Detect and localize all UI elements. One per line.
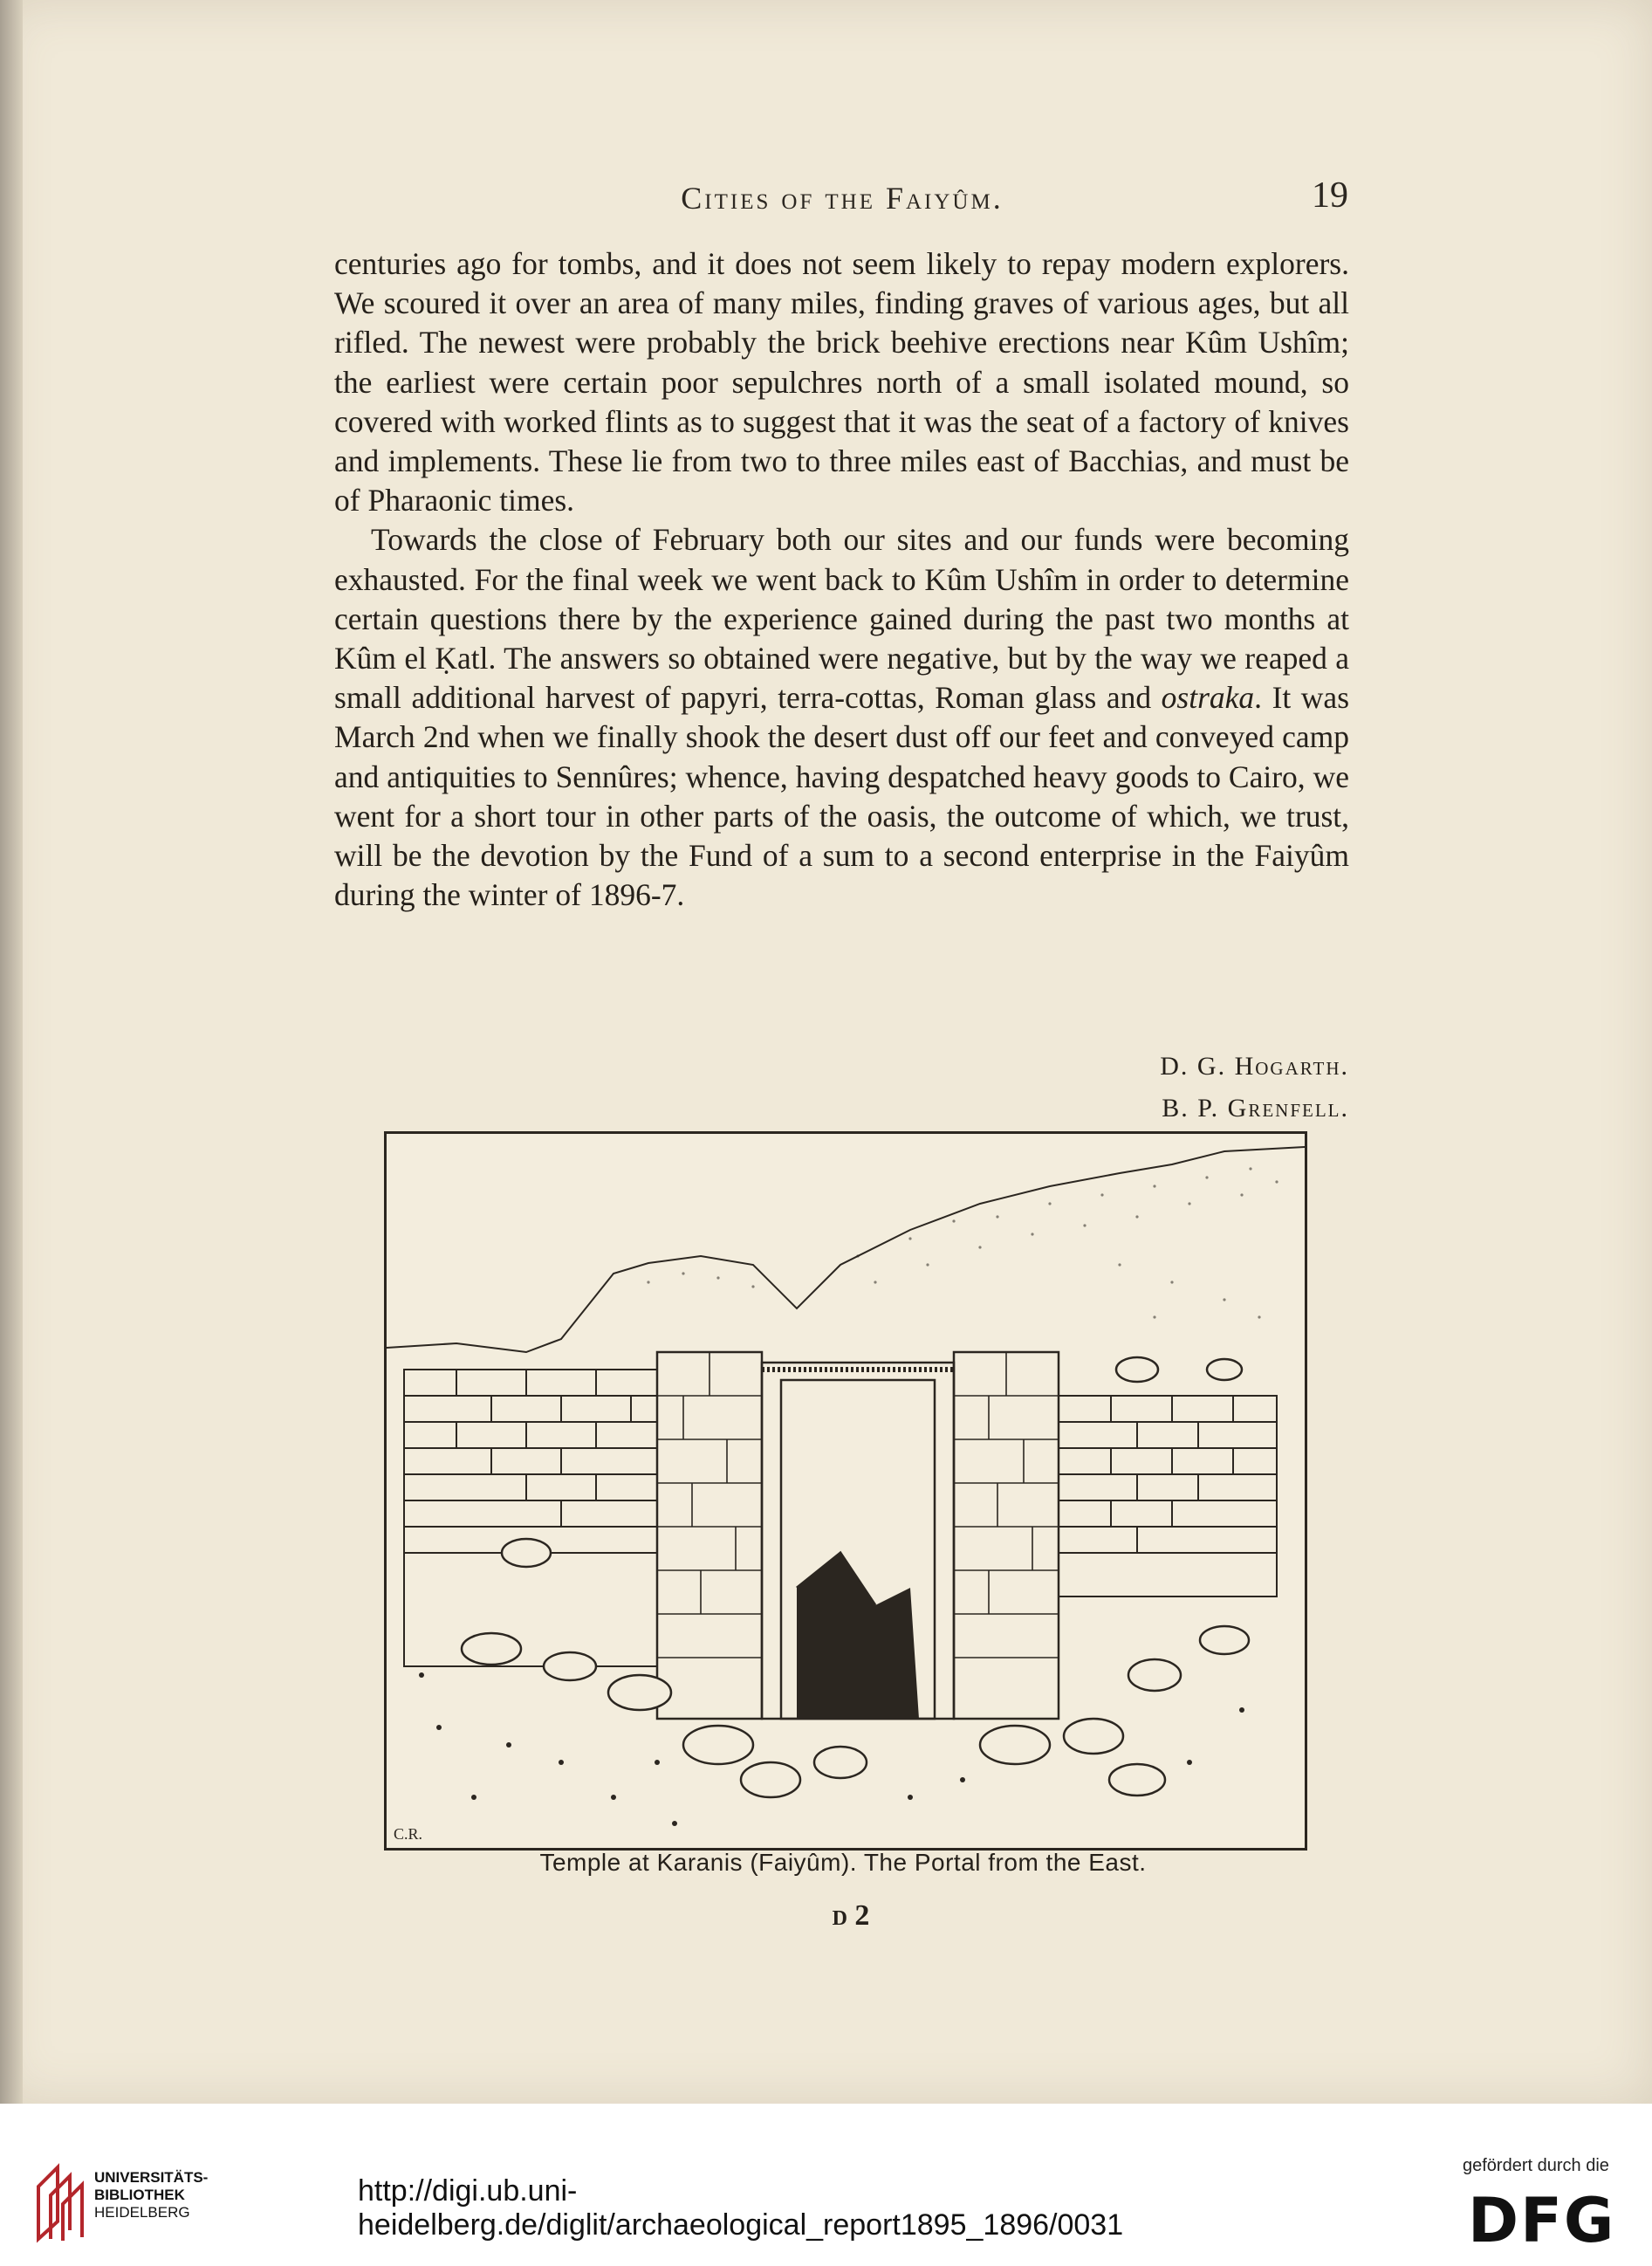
dfg-logo-icon xyxy=(1468,2189,1625,2247)
figure-temple-portal xyxy=(384,1131,1307,1851)
signature-mark: d 2 xyxy=(832,1899,870,1932)
paragraph-2-italic-term: ostraka xyxy=(1161,680,1255,716)
signature-hogarth: D. G. Hogarth. xyxy=(1160,1052,1349,1081)
page-gutter-shadow xyxy=(0,0,23,2104)
signature-grenfell: B. P. Grenfell. xyxy=(1162,1094,1349,1123)
paragraph-2-part-a: Towards the close of February both our sites and our funds were becoming exhausted. For the final week we went back to Kûm Ushîm in order to determine certain questions there by the experience gained during the past two months at Kûm el Ḳatl. The answers so obtained were negative, but by the way we reaped a small additional harvest of papyri, terra-cottas, Roman glass and xyxy=(334,522,1349,716)
dfg-logo-text: DFG xyxy=(1468,2189,1616,2247)
running-head xyxy=(336,171,1348,223)
running-title: Cities of the Faiyûm. xyxy=(681,181,1004,216)
library-name xyxy=(94,2169,225,2221)
body-text xyxy=(334,244,1349,915)
paragraph-2-part-b: . It was March 2nd when we finally shook the desert dust off our feet and conveyed camp and antiquities to Sennûres; whence, having despatched heavy goods to Cairo, we went for a short tour in other parts of the oasis, the outcome of which, we trust, will be the devotion by the Fund of a sum to a second enterprise in the Faiyûm during the winter of 1896-7. xyxy=(334,680,1350,913)
paragraph-2 xyxy=(334,520,1349,915)
page-number: 19 xyxy=(1312,175,1348,216)
paragraph-1: centuries ago for tombs, and it does not seem likely to repay modern explorers. We scoured it over an area of many miles, finding graves of various ages, but all rifled. The newest were probably the brick beehive erections near Kûm Ushîm; the earliest were certain poor sepulchres north of a small isolated mound, so covered with worked flints as to suggest that it was the seat of a factory of knives and implements. These lie from two to three miles east of Bacchias, and must be of Pharaonic times. xyxy=(334,246,1349,518)
library-logo-icon xyxy=(31,2160,93,2244)
library-line-2: BIBLIOTHEK xyxy=(94,2187,185,2203)
figure-caption: Temple at Karanis (Faiyûm). The Portal from the East. xyxy=(539,1849,1147,1876)
temple-portal-illustration xyxy=(387,1134,1305,1848)
library-line-1: UNIVERSITÄTS- xyxy=(94,2169,209,2186)
funding-label: gefördert durch die xyxy=(1463,2156,1609,2175)
library-line-3: HEIDELBERG xyxy=(94,2204,190,2221)
author-signatures xyxy=(960,1046,1349,1130)
artist-initials: C.R. xyxy=(394,1825,423,1843)
permalink-url[interactable]: http://digi.ub.uni-heidelberg.de/diglit/archaeological_report1895_1896/0031 xyxy=(358,2174,1124,2242)
